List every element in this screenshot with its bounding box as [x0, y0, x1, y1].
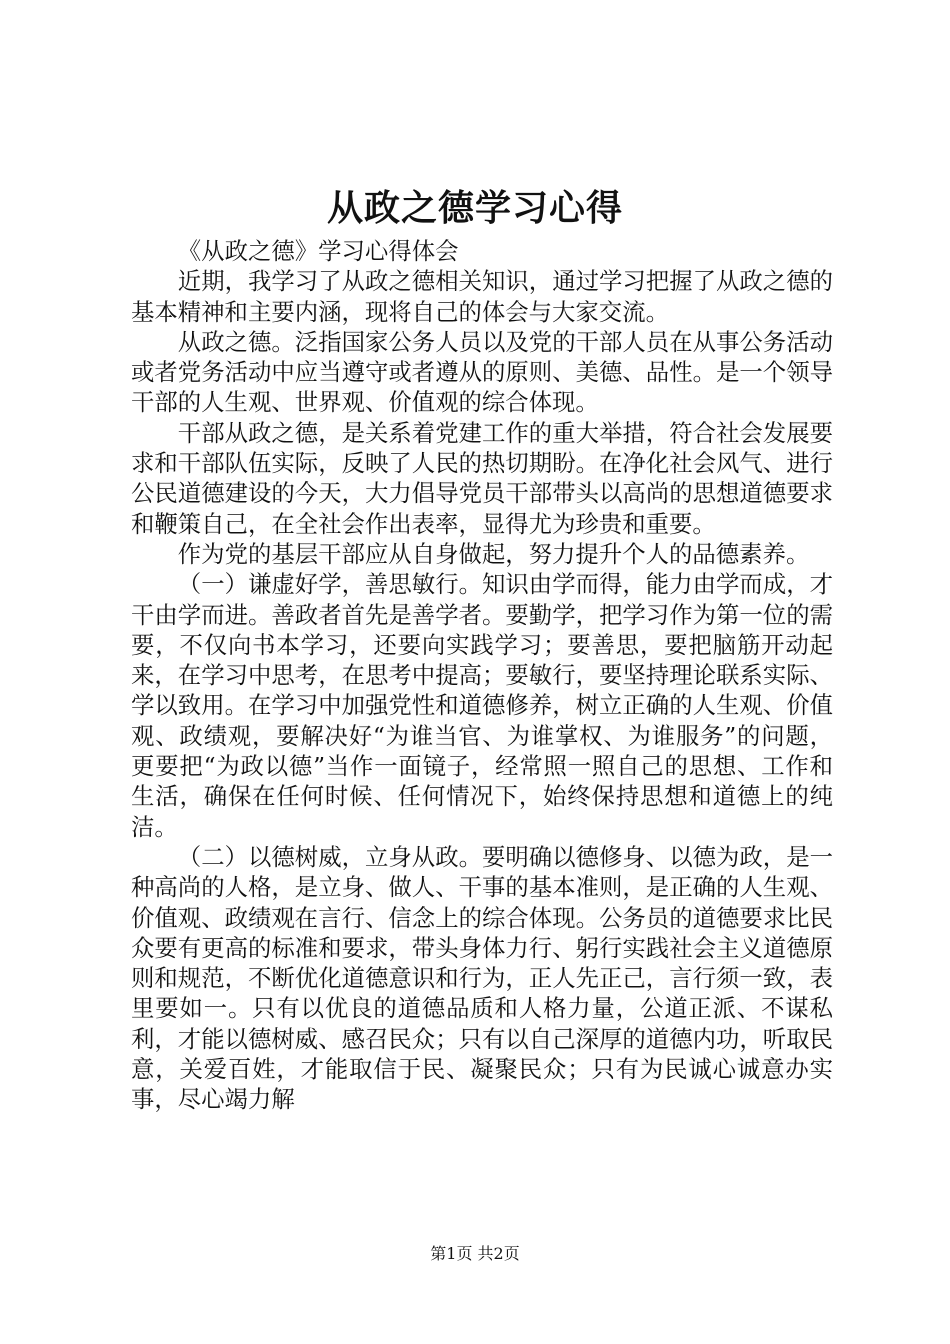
paragraph: （二）以德树威，立身从政。要明确以德修身、以德为政，是一种高尚的人格，是立身、做人、干事的基本准则，是正确的人生观、价值观、政绩观在言行、信念上的综合体现。公务员的道德要求比民众要有更高的标准和要求，带头身体力行、躬行实践社会主义道德原则和规范，不断优化道德意识和行为，正人先正己，言行须一致，表里要如一。只有以优良的道德品质和人格力量，公道正派、不谋私利，才能以德树威、感召民众；只有以自己深厚的道德内功，听取民意，关爱百姓，才能取信于民、凝聚民众；只有为民诚心诚意办实事，尽心竭力解	[131, 842, 833, 1114]
page-footer: 第1页 共2页	[430, 1244, 520, 1263]
paragraph-subtitle: 《从政之德》学习心得体会	[177, 237, 459, 265]
paragraph: 近期，我学习了从政之德相关知识，通过学习把握了从政之德的基本精神和主要内涵，现将自己的体会与大家交流。	[131, 267, 833, 326]
document-body	[131, 236, 833, 1115]
paragraph: 作为党的基层干部应从自身做起，努力提升个人的品德素养。	[177, 539, 810, 568]
paragraph: 干部从政之德，是关系着党建工作的重大举措，符合社会发展要求和干部队伍实际，反映了人民的热切期盼。在净化社会风气、进行公民道德建设的今天，大力倡导党员干部带头以高尚的思想道德要求和鞭策自己，在全社会作出表率，显得尤为珍贵和重要。	[131, 418, 833, 538]
document-title: 从政之德学习心得	[326, 187, 623, 229]
paragraph: 从政之德。泛指国家公务人员以及党的干部人员在从事公务活动或者党务活动中应当遵守或者遵从的原则、美德、品性。是一个领导干部的人生观、世界观、价值观的综合体现。	[131, 327, 833, 417]
paragraph: （一）谦虚好学，善思敏行。知识由学而得，能力由学而成，才干由学而进。善政者首先是善学者。要勤学，把学习作为第一位的需要，不仅向书本学习，还要向实践学习；要善思，要把脑筋开动起来，在学习中思考，在思考中提高；要敏行，要坚持理论联系实际、学以致用。在学习中加强党性和道德修养，树立正确的人生观、价值观、政绩观，要解决好“为谁当官、为谁掌权、为谁服务”的问题，更要把“为政以德”当作一面镜子，经常照一照自己的思想、工作和生活，确保在任何时候、任何情况下，始终保持思想和道德上的纯洁。	[131, 570, 833, 841]
